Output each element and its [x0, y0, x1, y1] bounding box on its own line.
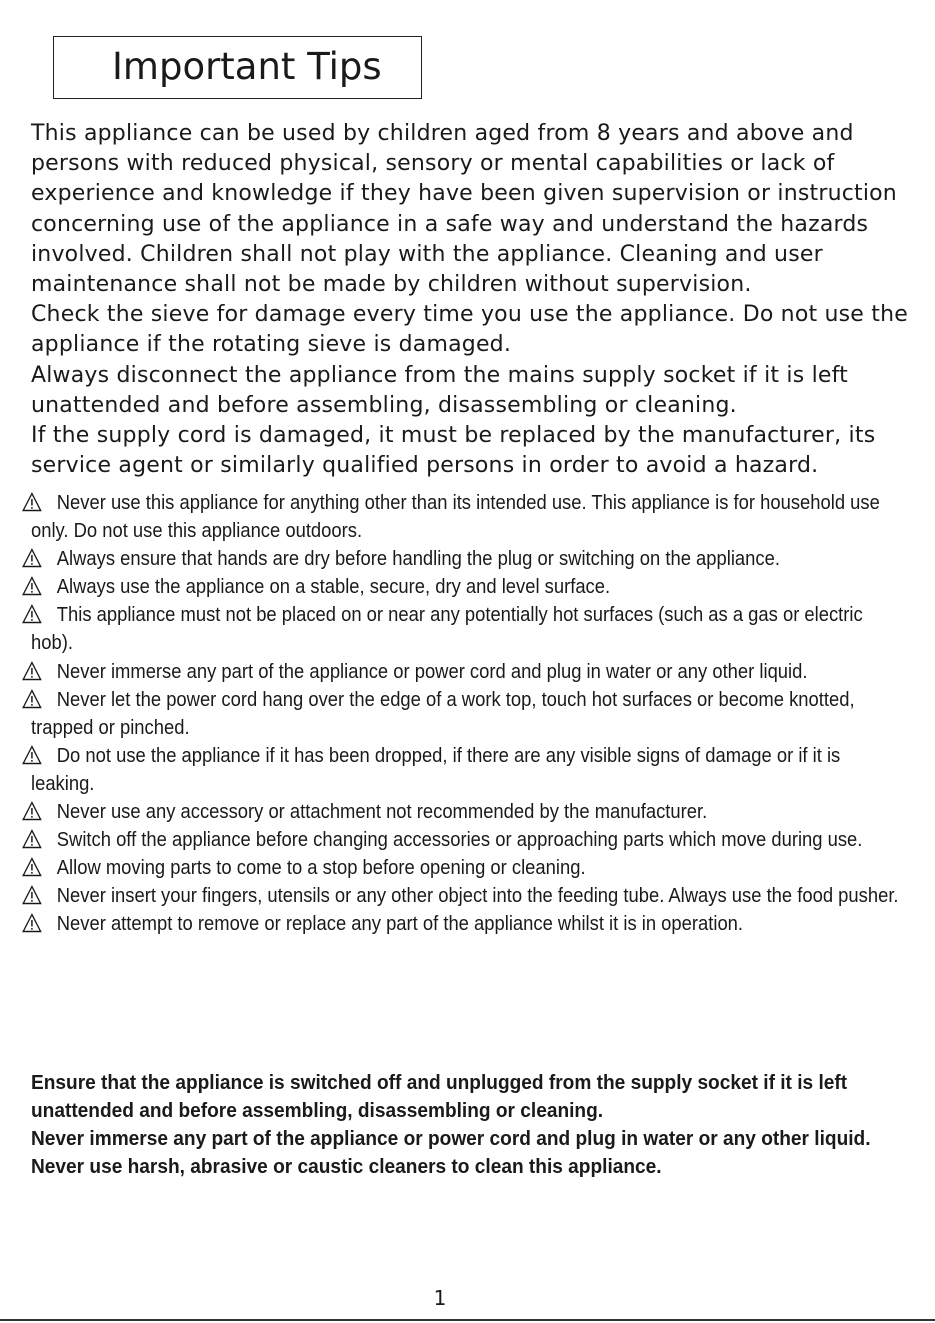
warnings-list: [31, 489, 899, 939]
warning-triangle-icon: [22, 885, 42, 905]
warning-text: Never use any accessory or attachment not recommended by the manufacturer.: [56, 801, 708, 824]
warning-triangle-icon: [22, 576, 42, 596]
warning-text: Never let the power cord hang over the edge of a work top, touch hot surfaces or become knotted, trapped or pinched.: [31, 688, 855, 739]
warning-triangle-icon: [22, 913, 42, 933]
warning-text: Allow moving parts to come to a stop before opening or cleaning.: [56, 857, 586, 880]
warning-item: [31, 601, 905, 657]
warning-text: Always use the appliance on a stable, secure, dry and level surface.: [56, 576, 611, 599]
warning-item: [31, 882, 905, 910]
intro-paragraph: Always disconnect the appliance from the mains supply socket if it is left unattended and before assembling, disassembling or cleaning.: [31, 362, 849, 418]
warning-triangle-icon: [22, 548, 42, 568]
bold-notes: [31, 1069, 891, 1181]
warning-triangle-icon: [22, 492, 42, 512]
warning-text: Never immerse any part of the appliance or power cord and plug in water or any other liquid.: [56, 660, 808, 683]
warning-text: Never use this appliance for anything other than its intended use. This appliance is for household use only. Do not use this appliance outdoors.: [31, 492, 880, 543]
warning-triangle-icon: [22, 801, 42, 821]
page-title: Important Tips: [112, 45, 382, 88]
warning-triangle-icon: [22, 689, 42, 709]
bold-note: Never immerse any part of the appliance or power cord and plug in water or any other liquid.: [31, 1128, 871, 1150]
warning-triangle-icon: [22, 661, 42, 681]
warning-item: [31, 826, 905, 854]
title-box: [53, 36, 422, 99]
warning-item: [31, 910, 905, 938]
warning-item: [31, 489, 905, 545]
warning-text: Never insert your fingers, utensils or any other object into the feeding tube. Always use the food pusher.: [56, 885, 899, 908]
warning-item: [31, 573, 905, 601]
warning-item: [31, 854, 905, 882]
warning-item: [31, 686, 905, 742]
intro-paragraph: This appliance can be used by children aged from 8 years and above and persons with reduced physical, sensory or mental capabilities or lack of experience and knowledge if they have been given supervision or instruction concerning use of the appliance in a safe way and understand the hazards involved. Children shall not play with the appliance. Cleaning and user maintenance shall not be made by children without supervision.: [31, 121, 897, 298]
warning-triangle-icon: [22, 604, 42, 624]
warning-text: Switch off the appliance before changing accessories or approaching parts which move during use.: [56, 829, 863, 852]
intro-paragraph: If the supply cord is damaged, it must be replaced by the manufacturer, its service agent or similarly qualified persons in order to avoid a hazard.: [31, 423, 876, 479]
warning-item: [31, 545, 905, 573]
warning-triangle-icon: [22, 857, 42, 877]
warning-item: [31, 658, 905, 686]
intro-paragraph: Check the sieve for damage every time you use the appliance. Do not use the appliance if the rotating sieve is damaged.: [31, 302, 908, 358]
page-number: 1: [433, 1286, 447, 1310]
bottom-divider: [0, 1319, 935, 1321]
warning-text: Never attempt to remove or replace any part of the appliance whilst it is in operation.: [56, 913, 744, 936]
warning-text: Do not use the appliance if it has been dropped, if there are any visible signs of damage or if it is leaking.: [31, 744, 841, 795]
bold-note: Ensure that the appliance is switched off and unplugged from the supply socket if it is left unattended and before assembling, disassembling or cleaning.: [31, 1072, 848, 1122]
warning-text: Always ensure that hands are dry before handling the plug or switching on the appliance.: [56, 548, 780, 571]
intro-section: [31, 119, 926, 481]
warning-triangle-icon: [22, 745, 42, 765]
bold-note: Never use harsh, abrasive or caustic cleaners to clean this appliance.: [31, 1156, 662, 1178]
warning-item: [31, 742, 905, 798]
warning-triangle-icon: [22, 829, 42, 849]
warning-item: [31, 798, 905, 826]
warning-text: This appliance must not be placed on or near any potentially hot surfaces (such as a gas or electric hob).: [31, 604, 863, 655]
